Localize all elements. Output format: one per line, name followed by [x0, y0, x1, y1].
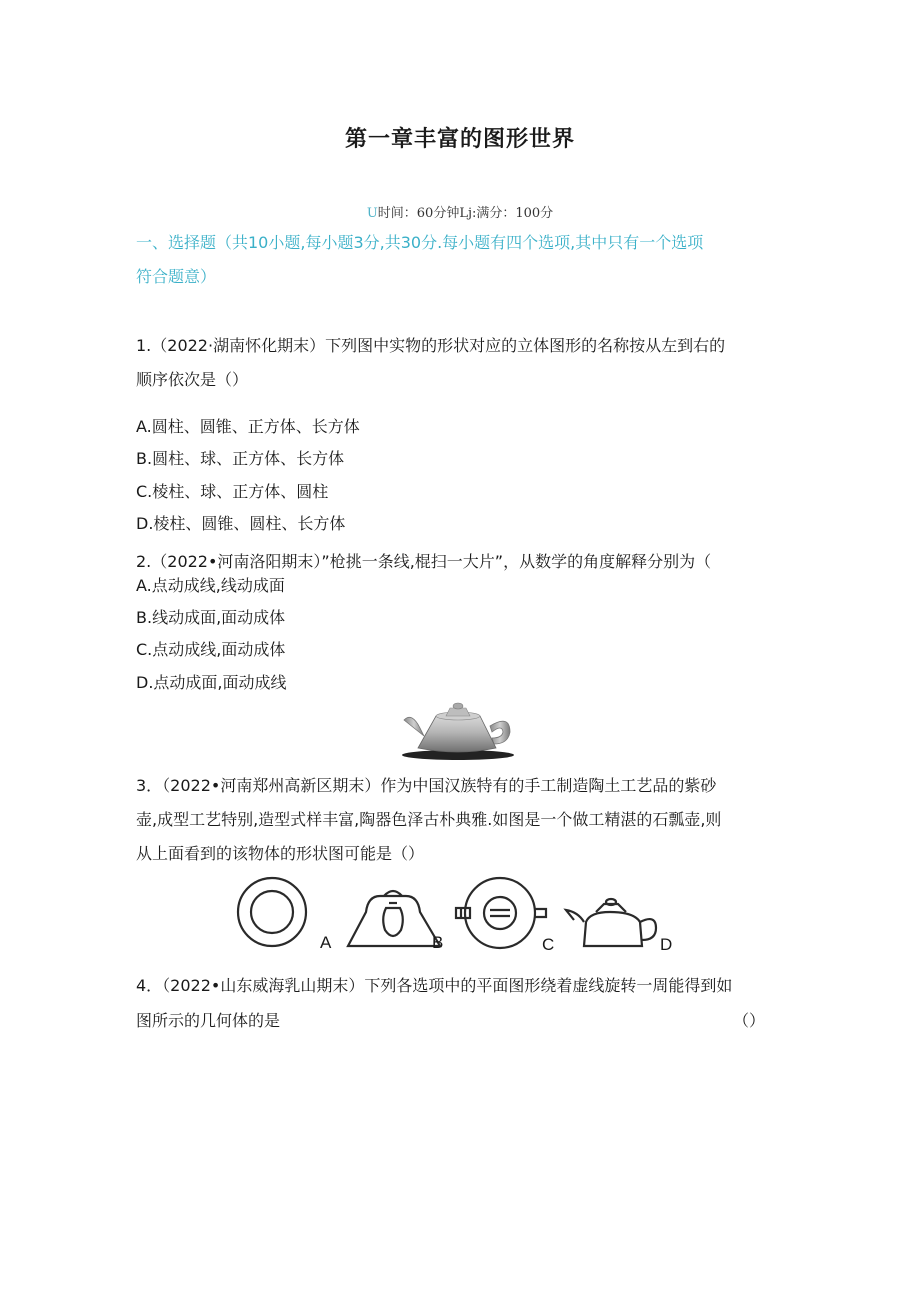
q1-stem-line2: 顺序依次是（） — [136, 370, 249, 389]
q3-figure-a — [238, 878, 306, 946]
meta-marker: U — [366, 206, 378, 221]
q3-label-b: B — [432, 933, 444, 952]
q1-stem-line1: 1.（2022·湖南怀化期末）下列图中实物的形状对应的立体图形的名称按从左到右的 — [136, 336, 726, 355]
q3-figure-c — [456, 878, 546, 948]
section-heading-line1: 一、选择题（共10小题,每小题3分,共30分.每小题有四个选项,其中只有一个选项 — [136, 233, 704, 252]
page-title: 第一章丰富的图形世界 — [344, 127, 575, 152]
meta-text: 时间：60分钟Lj:满分：100分 — [377, 206, 554, 221]
q3-stem-line3: 从上面看到的该物体的形状图可能是（） — [136, 844, 425, 863]
q2-option-d: D.点动成面,面动成线 — [136, 673, 287, 692]
q3-label-a: A — [320, 933, 332, 952]
q3-label-c: C — [542, 935, 555, 954]
q4-stem-line1: 4．（2022•山东威海乳山期末）下列各选项中的平面图形绕着虚线旋转一周能得到如 — [136, 976, 733, 995]
q3-stem-line1: 3．（2022•河南郑州高新区期末）作为中国汉族特有的手工制造陶土工艺品的紫砂 — [136, 776, 717, 795]
q1-option-d: D.棱柱、圆锥、圆柱、长方体 — [136, 514, 346, 533]
q1-option-b: B.圆柱、球、正方体、长方体 — [136, 449, 345, 468]
q3-label-d: D — [660, 935, 673, 954]
q1-option-c: C.棱柱、球、正方体、圆柱 — [136, 482, 329, 501]
section-heading-line2: 符合题意） — [136, 267, 217, 286]
q2-stem-line1: 2.（2022•河南洛阳期末）”枪挑一条线,棍扫一大片”，从数学的角度解释分别为（ — [136, 552, 712, 571]
q3-stem-line2: 壶,成型工艺特别,造型式样丰富,陶器色泽古朴典雅.如图是一个做工精湛的石瓢壶,则 — [136, 810, 722, 829]
exam-meta — [0, 202, 920, 221]
q4-stem-line2: 图所示的几何体的是 — [136, 1011, 281, 1030]
q4-answer-paren: （） — [733, 1011, 766, 1030]
q3-option-figures — [236, 872, 684, 954]
q1-option-a: A.圆柱、圆锥、正方体、长方体 — [136, 417, 360, 436]
q3-figure-d — [566, 899, 656, 946]
q2-option-a: A.点动成线,线动成面 — [136, 576, 285, 595]
q2-option-b: B.线动成面,面动成体 — [136, 608, 286, 627]
q3-figure-b — [348, 891, 440, 946]
q2-option-c: C.点动成线,面动成体 — [136, 640, 286, 659]
teapot-illustration — [398, 698, 516, 762]
